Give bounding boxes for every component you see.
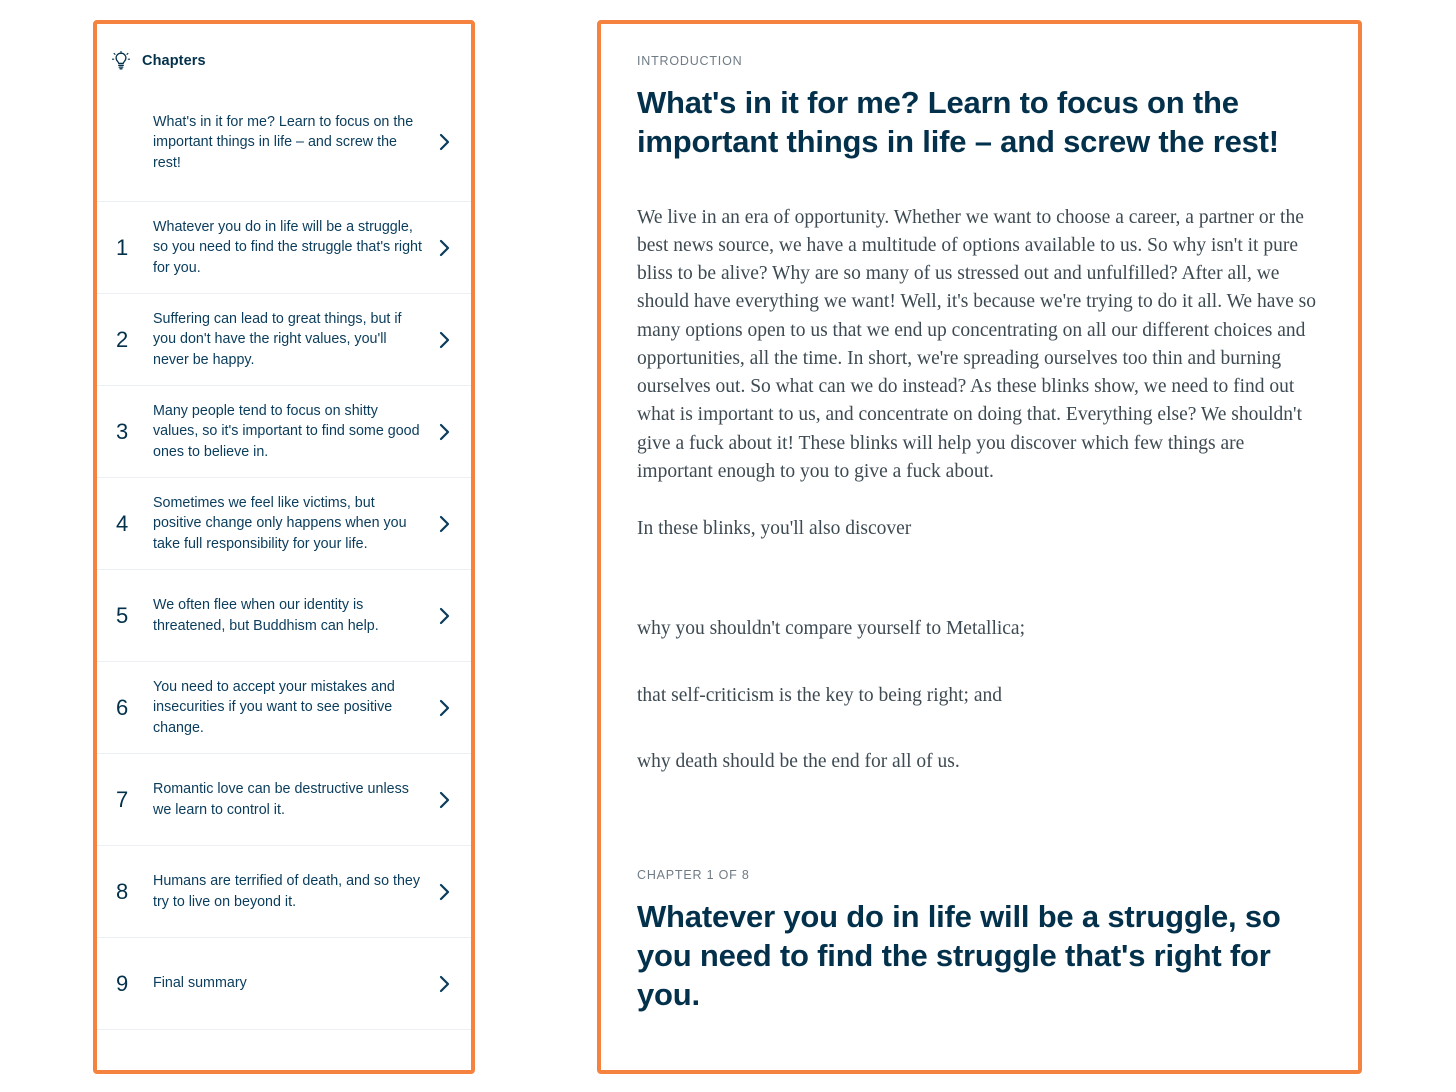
chapter-number: 7 — [116, 786, 129, 812]
chapter-list-item-9[interactable] — [97, 938, 471, 1030]
chapter-title: Many people tend to focus on shitty values, so it's important to find some good ones to believe in. — [153, 403, 420, 460]
chevron-right-icon[interactable] — [439, 790, 451, 810]
chapter-list-item-7[interactable] — [97, 754, 471, 846]
chevron-right-icon[interactable] — [439, 974, 451, 994]
reader-content — [601, 24, 1358, 1014]
section-eyebrow-chapter: CHAPTER 1 OF 8 — [637, 868, 750, 883]
chapters-panel-header — [97, 24, 471, 80]
reader-panel — [597, 20, 1362, 1074]
discover-item-1: why you shouldn't compare yourself to Metallica; — [637, 618, 1026, 640]
discover-intro-line: In these blinks, you'll also discover — [637, 518, 912, 540]
chapter-list-item-2[interactable] — [97, 294, 471, 386]
chapters-panel — [93, 20, 475, 1074]
chapter-list-item-intro[interactable] — [97, 80, 471, 202]
chapter-title: We often flee when our identity is threatened, but Buddhism can help. — [153, 597, 379, 634]
intro-paragraph: We live in an era of opportunity. Whether we want to choose a career, a partner or the best news source, we have a multitude of options available to us. So why isn't it pure bliss to be alive? Why are so many of us stressed out and unfulfilled? After all, we should have everything we want! Well, it's because we're trying to do it all. We have so many options open to us that we end up concentrating on all our different choices and opportunities, all the time. In short, we're spreading ourselves too thin and burning ourselves out. So what can we do instead? As these blinks show, we need to find out what is important to us, and concentrate on doing that. Everything else? We shouldn't give a fuck about it! These blinks will help you discover which few things are important enough to you to give a fuck about. — [637, 206, 1316, 482]
chapter-number: 6 — [116, 694, 129, 720]
chapter-list — [97, 80, 471, 1030]
next-chapter-title: Whatever you do in life will be a struggle, so you need to find the struggle that's right for you. — [637, 899, 1281, 1012]
chevron-right-icon[interactable] — [439, 882, 451, 902]
discover-spacer — [637, 543, 1324, 615]
chapter-list-item-8[interactable] — [97, 846, 471, 938]
chapter-title: Whatever you do in life will be a struggle, so you need to find the struggle that's right for you. — [153, 219, 422, 276]
discover-item-3: why death should be the end for all of us. — [637, 750, 960, 772]
chapter-title: Final summary — [153, 975, 247, 992]
chapter-list-item-3[interactable] — [97, 386, 471, 478]
chapter-title: Romantic love can be destructive unless we learn to control it. — [153, 781, 409, 818]
chapter-list-item-4[interactable] — [97, 478, 471, 570]
chapter-number: 8 — [116, 878, 129, 904]
chapter-title: Sometimes we feel like victims, but positive change only happens when you take full responsibility for your life. — [153, 495, 407, 552]
chapter-number: 5 — [116, 602, 129, 628]
chapter-number: 2 — [116, 326, 129, 352]
chevron-right-icon[interactable] — [439, 514, 451, 534]
chapter-list-item-6[interactable] — [97, 662, 471, 754]
chapter-title: You need to accept your mistakes and insecurities if you want to see positive change. — [153, 679, 395, 736]
chevron-right-icon[interactable] — [439, 330, 451, 350]
chapter-list-item-5[interactable] — [97, 570, 471, 662]
chevron-right-icon[interactable] — [439, 698, 451, 718]
lightbulb-icon — [112, 51, 130, 71]
chevron-right-icon[interactable] — [439, 132, 451, 152]
page-title: What's in it for me? Learn to focus on the important things in life – and screw the rest! — [637, 85, 1279, 159]
next-chapter-section — [637, 868, 1324, 1014]
chevron-right-icon[interactable] — [439, 422, 451, 442]
chapter-number: 4 — [116, 510, 129, 536]
chapter-title: Humans are terrified of death, and so they try to live on beyond it. — [153, 873, 421, 910]
chapters-panel-title: Chapters — [142, 53, 206, 69]
chapter-title: What's in it for me? Learn to focus on the important things in life – and screw the rest! — [153, 114, 414, 171]
chapter-number: 3 — [116, 418, 129, 444]
discover-item-2: that self-criticism is the key to being right; and — [637, 684, 1002, 706]
chevron-right-icon[interactable] — [439, 238, 451, 258]
section-eyebrow-introduction: INTRODUCTION — [637, 54, 743, 68]
chapter-number: 1 — [116, 234, 129, 260]
chevron-right-icon[interactable] — [439, 606, 451, 626]
chapter-number: 9 — [116, 970, 129, 996]
chapter-list-item-1[interactable] — [97, 202, 471, 294]
chapter-title: Suffering can lead to great things, but if you don't have the right values, you'll never be happy. — [153, 311, 402, 368]
chapter-list-tail-space — [97, 1030, 471, 1074]
